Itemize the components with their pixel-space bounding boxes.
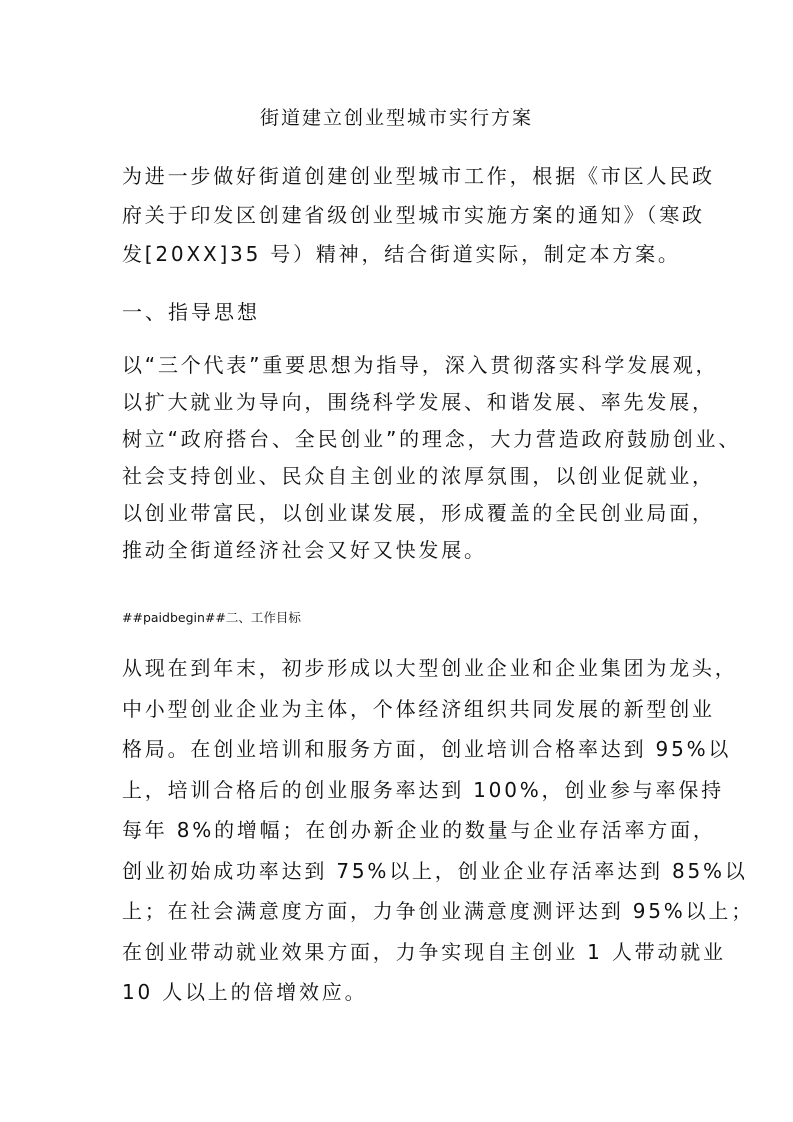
paragraph-line: 格局。在创业培训和服务方面，创业培训合格率达到 95%以 [122, 737, 732, 761]
paragraph-line: 以扩大就业为导向，围绕科学发展、和谐发展、率先发展， [122, 390, 715, 414]
paragraph-line: 在创业带动就业效果方面，力争实现自主创业 1 人带动就业 [122, 939, 726, 964]
guiding-ideology-paragraph [122, 347, 742, 569]
paragraph-line: 以“三个代表”重要思想为指导，深入贯彻落实科学发展观， [122, 353, 719, 377]
paragraph-line: 为进一步做好街道创建创业型城市工作，根据《市区人民政 [122, 164, 715, 188]
document-title: 街道建立创业型城市实行方案 [259, 107, 533, 129]
paragraph-line: 上；在社会满意度方面，力争创业满意度测评达到 95%以上； [122, 899, 755, 923]
paragraph-line: 府关于印发区创建省级创业型城市实施方案的通知》（寒政 [122, 203, 705, 227]
paragraph-line: 社会支持创业、民众自主创业的浓厚氛围，以创业促就业， [122, 464, 715, 488]
paragraph-line: 发[20XX]35 号）精神，结合街道实际，制定本方案。 [122, 242, 681, 266]
section-one-heading: 一、指导思想 [122, 300, 260, 324]
paragraph-line: 中小型创业企业为主体，个体经济组织共同发展的新型创业 [122, 696, 715, 721]
paragraph-line: 上，培训合格后的创业服务率达到 100%，创业参与率保持 [122, 777, 724, 802]
paragraph-line: 10 人以上的倍增效应。 [122, 980, 368, 1004]
paragraph-line: 从现在到年末，初步形成以大型创业企业和企业集团为龙头， [122, 656, 738, 680]
work-goals-paragraph [122, 648, 755, 1013]
paragraph-line: 推动全街道经济社会又好又快发展。 [122, 538, 487, 562]
paragraph-line: 每年 8%的增幅；在创办新企业的数量与企业存活率方面， [122, 818, 716, 842]
section-two-heading: ##paidbegin##二、工作目标 [122, 610, 301, 625]
paragraph-line: 树立“政府搭台、全民创业”的理念，大力营造政府鼓励创业、 [122, 427, 742, 451]
intro-paragraph [122, 157, 715, 274]
paragraph-line: 创业初始成功率达到 75%以上，创业企业存活率达到 85%以 [122, 858, 748, 883]
paragraph-line: 以创业带富民，以创业谋发展，形成覆盖的全民创业局面， [122, 501, 715, 525]
